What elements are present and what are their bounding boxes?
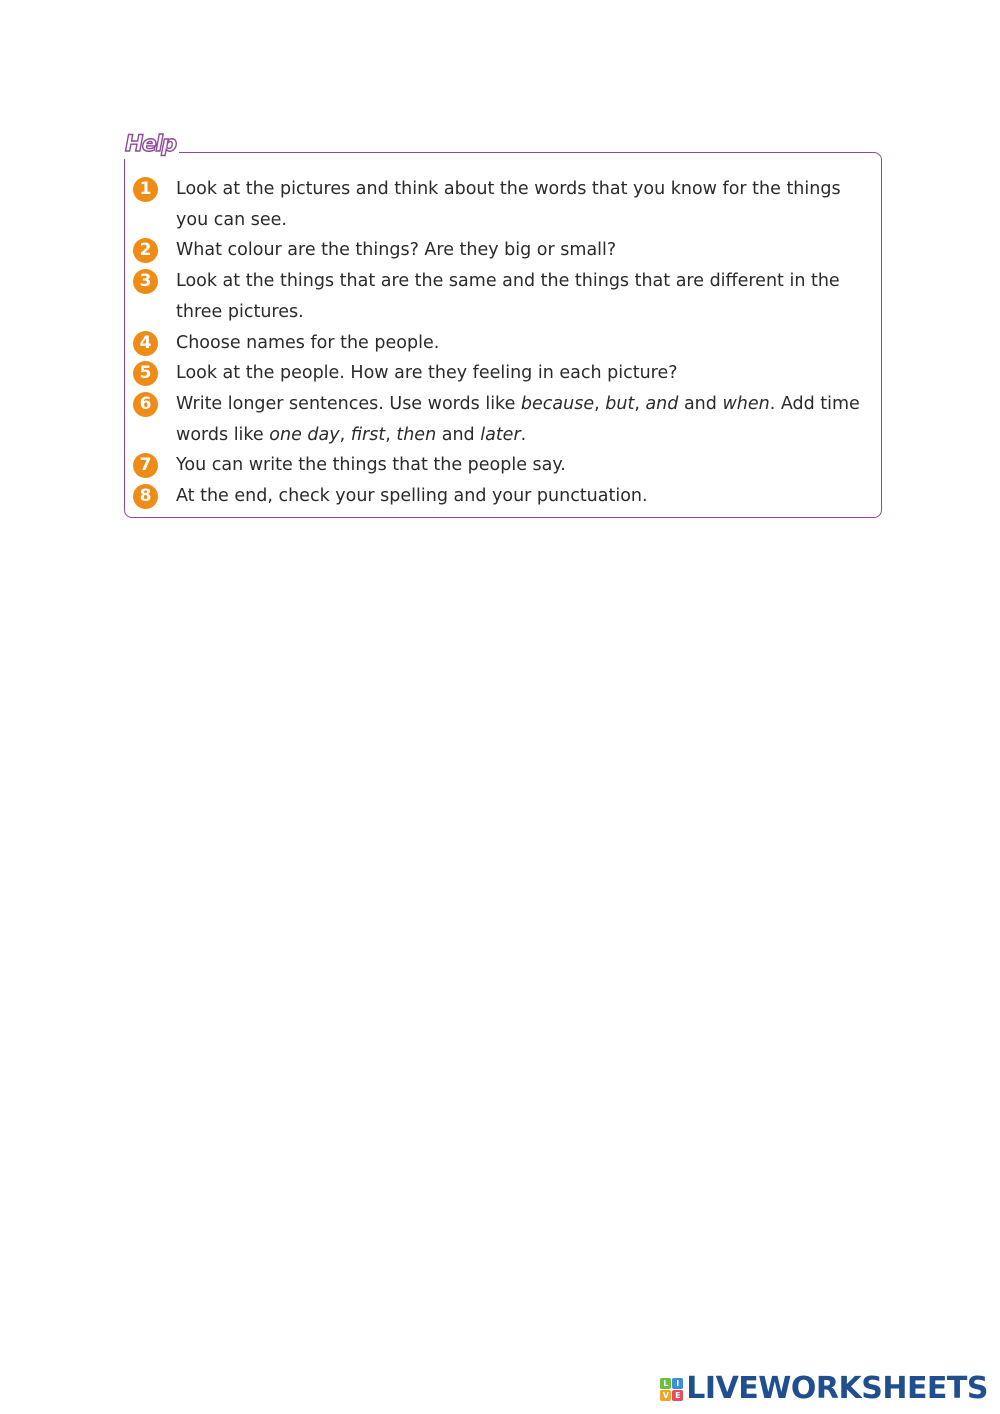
- item-text: and: [436, 424, 481, 445]
- item-text: ,: [339, 424, 351, 445]
- example-word: when: [722, 393, 770, 414]
- help-item: [133, 389, 871, 450]
- help-item: [133, 174, 871, 235]
- item-text: Look at the pictures and think about the words that you know for the things you can see.: [176, 179, 841, 230]
- number-badge: 1: [133, 177, 158, 202]
- liveworksheets-logo-icon: [660, 1378, 683, 1401]
- item-text: Write longer sentences. Use words like: [176, 393, 521, 414]
- item-text: Look at the people. How are they feeling in each picture?: [176, 363, 678, 384]
- logo-tile: E: [672, 1390, 683, 1401]
- number-badge: 3: [133, 269, 158, 294]
- number-badge: 5: [133, 361, 158, 386]
- help-title: Help: [124, 131, 179, 159]
- item-text: .: [520, 424, 527, 445]
- example-word: first: [350, 424, 386, 445]
- example-word: but: [605, 393, 635, 414]
- help-list: [133, 174, 871, 512]
- help-item: [133, 328, 871, 359]
- example-word: later: [480, 424, 521, 445]
- example-word: and: [645, 393, 679, 414]
- item-text: . Add time words like: [176, 393, 860, 445]
- liveworksheets-brand: [660, 1372, 988, 1406]
- logo-tile: L: [660, 1378, 671, 1389]
- item-text: and: [678, 393, 723, 414]
- help-item: [133, 481, 871, 512]
- brand-name: LIVEWORKSHEETS: [686, 1371, 988, 1406]
- help-item: [133, 266, 871, 327]
- number-badge: 2: [133, 238, 158, 263]
- help-item: [133, 358, 871, 389]
- item-text: Look at the things that are the same and the things that are different in the three pictures.: [176, 271, 840, 322]
- number-badge: 8: [133, 484, 158, 509]
- example-word: then: [396, 424, 437, 445]
- example-word: one day: [269, 424, 340, 445]
- help-item: [133, 235, 871, 266]
- item-text: You can write the things that the people say.: [176, 455, 566, 476]
- item-text: ,: [385, 424, 397, 445]
- number-badge: 7: [133, 453, 158, 478]
- number-badge: 4: [133, 331, 158, 356]
- item-text: Choose names for the people.: [176, 332, 440, 353]
- item-text: ,: [594, 393, 606, 414]
- item-text: ,: [634, 393, 646, 414]
- number-badge: 6: [133, 392, 158, 417]
- logo-tile: I: [672, 1378, 683, 1389]
- example-word: because: [520, 393, 595, 414]
- logo-tile: V: [660, 1390, 671, 1401]
- item-text: At the end, check your spelling and your punctuation.: [176, 486, 648, 507]
- item-text: What colour are the things? Are they big or small?: [176, 240, 617, 261]
- help-item: [133, 450, 871, 481]
